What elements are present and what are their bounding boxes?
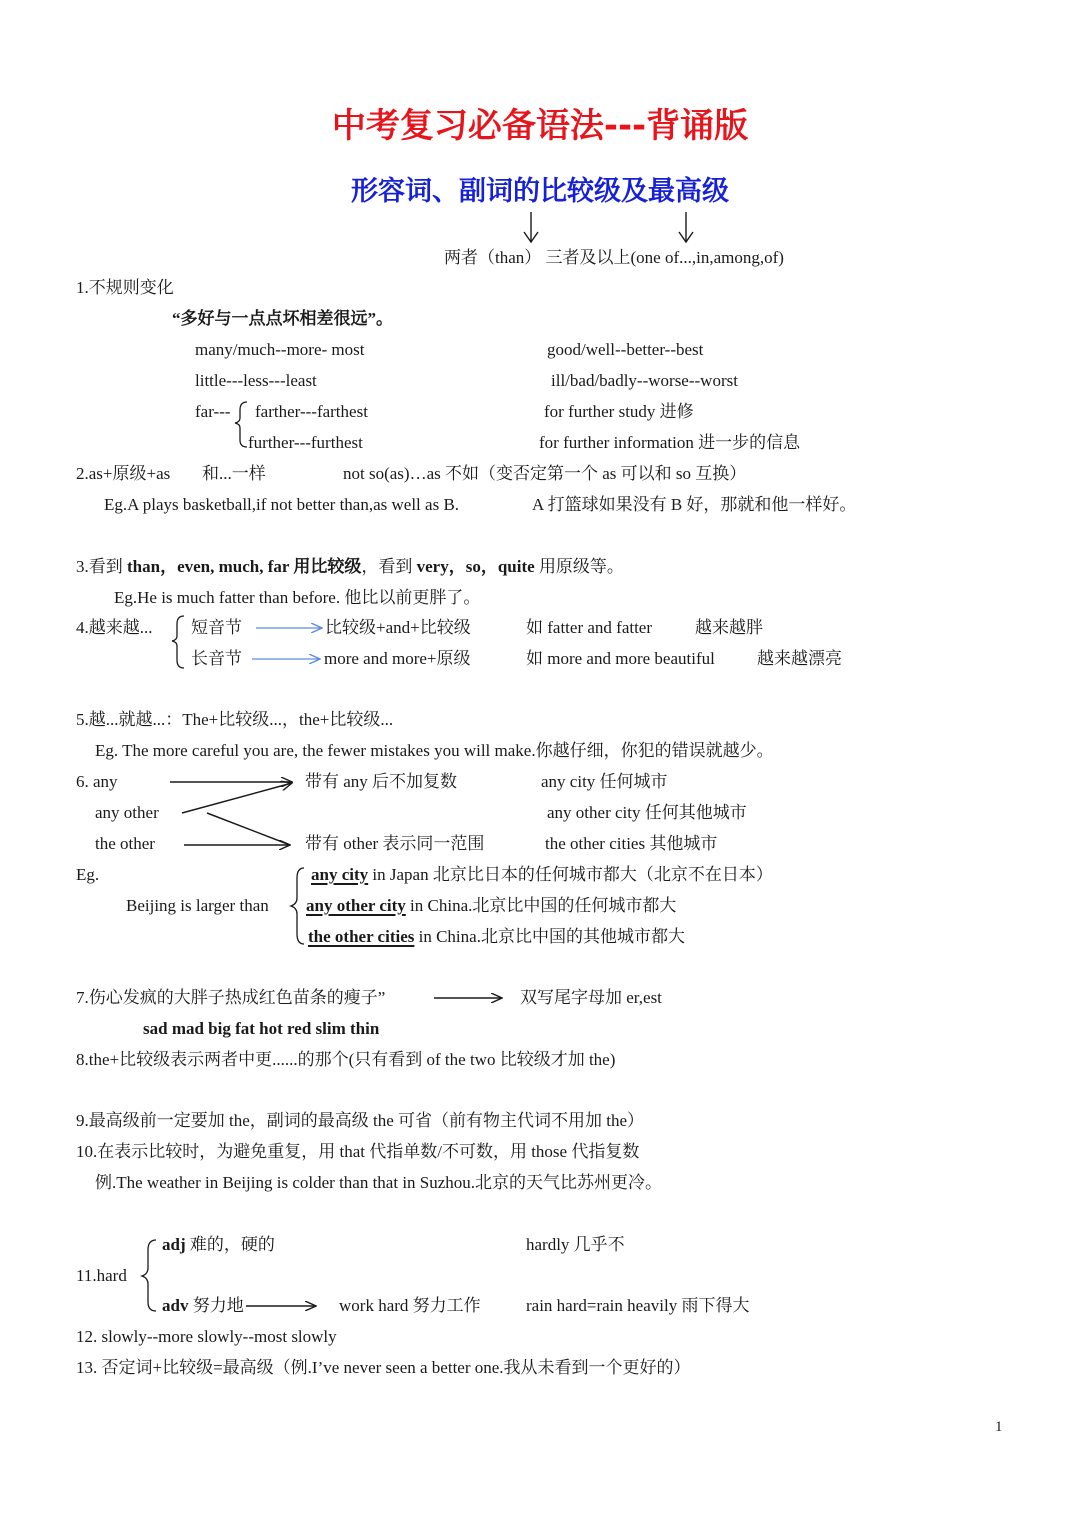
- section-3-example: Eg.He is much fatter than before. 他比以前更胖了。: [114, 588, 481, 607]
- section-6-case-2: any other city in China.北京比中国的任何城市都大: [306, 896, 677, 915]
- section-6-any: 6. any: [76, 772, 118, 791]
- section-7-words: sad mad big fat hot red slim thin: [143, 1019, 380, 1038]
- irregular-ill: ill/bad/badly--worse--worst: [551, 371, 738, 390]
- section-2-meaning: 和...一样: [202, 464, 266, 483]
- irregular-little: little---less---least: [195, 371, 317, 390]
- section-9: 9.最高级前一定要加 the，副词的最高级 the 可省（前有物主代词不用加 the）: [76, 1111, 645, 1130]
- irregular-many: many/much--more- most: [195, 340, 365, 359]
- down-arrow-icon: [679, 212, 693, 242]
- section-6-any-city: any city 任何城市: [541, 772, 668, 791]
- section-6-note-any: 带有 any 后不加复数: [305, 772, 458, 791]
- brace-icon: [172, 616, 184, 668]
- long-syllable-rule: more and more+原级: [324, 649, 471, 668]
- section-6-other-cities: the other cities 其他城市: [545, 834, 718, 853]
- section-5-heading: 5.越...就越...：The+比较级...，the+比较级...: [76, 710, 394, 729]
- brace-icon: [142, 1240, 156, 1311]
- short-syllable: 短音节: [191, 618, 242, 637]
- section-2-example-en: Eg.A plays basketball,if not better than,as well as B.: [104, 495, 460, 514]
- hard-adv: adv 努力地: [162, 1296, 244, 1315]
- section-1-heading: 1.不规则变化: [76, 278, 174, 297]
- section-7-heading: 7.伤心发疯的大胖子热成红色苗条的瘦子”: [76, 988, 386, 1007]
- arrow-icon: [182, 783, 292, 813]
- irregular-further: further---furthest: [248, 433, 363, 452]
- section-6-the-other: the other: [95, 834, 155, 853]
- page-number: 1: [995, 1419, 1003, 1435]
- work-hard: work hard 努力工作: [339, 1296, 481, 1315]
- section-6-case-3: the other cities in China.北京比中国的其他城市都大: [308, 927, 685, 946]
- long-syllable-example: 如 more and more beautiful: [526, 649, 715, 668]
- section-2-example-cn: A 打篮球如果没有 B 好，那就和他一样好。: [532, 495, 857, 514]
- section-10: 10.在表示比较时，为避免重复，用 that 代指单数/不可数，用 those 代指复数: [76, 1142, 640, 1161]
- section-7-rule: 双写尾字母加 er,est: [520, 988, 662, 1007]
- section-6-note-other: 带有 other 表示同一范围: [305, 834, 485, 853]
- short-syllable-rule: 比较级+and+比较级: [325, 618, 471, 637]
- section-6-eg-label: Eg.: [76, 865, 100, 884]
- section-2-not-so: not so(as)…as 不如（变否定第一个 as 可以和 so 互换）: [343, 464, 747, 483]
- brace-icon: [235, 402, 247, 447]
- page-title: 中考复习必备语法---背诵版: [331, 106, 749, 146]
- section-6-lead: Beijing is larger than: [126, 896, 269, 915]
- further-information: for further information 进一步的信息: [539, 433, 801, 452]
- section-10-example: 例.The weather in Beijing is colder than that in Suzhou.北京的天气比苏州更冷。: [95, 1173, 663, 1192]
- section-6-any-other-city: any other city 任何其他城市: [547, 803, 747, 822]
- short-syllable-meaning: 越来越胖: [695, 618, 763, 637]
- long-syllable: 长音节: [191, 649, 242, 668]
- section-6-any-other: any other: [95, 803, 159, 822]
- arrow-icon: [207, 813, 290, 845]
- brace-icon: [291, 868, 304, 944]
- irregular-good: good/well--better--best: [547, 340, 704, 359]
- irregular-far-prefix: far---: [195, 402, 231, 421]
- page-subtitle: 形容词、副词的比较级及最高级: [351, 176, 729, 207]
- section-12: 12. slowly--more slowly--most slowly: [76, 1327, 337, 1346]
- section-8: 8.the+比较级表示两者中更......的那个(只有看到 of the two 比较级才加 the): [76, 1050, 616, 1069]
- irregular-farther: farther---farthest: [255, 402, 368, 421]
- section-4-heading: 4.越来越...: [76, 618, 153, 637]
- header-note: 两者（than） 三者及以上(one of...,in,among,of): [444, 248, 784, 267]
- hardly: hardly 几乎不: [526, 1235, 625, 1254]
- section-13: 13. 否定词+比较级=最高级（例.I’ve never seen a better one.我从未看到一个更好的）: [76, 1358, 691, 1377]
- hard-adj: adj 难的，硬的: [162, 1235, 275, 1254]
- section-2-heading: 2.as+原级+as: [76, 464, 171, 483]
- rain-hard: rain hard=rain heavily 雨下得大: [526, 1296, 750, 1315]
- short-syllable-example: 如 fatter and fatter: [526, 618, 653, 637]
- section-5-example: Eg. The more careful you are, the fewer mistakes you will make.你越仔细，你犯的错误就越少。: [95, 741, 774, 760]
- section-11-heading: 11.hard: [76, 1266, 127, 1285]
- mnemonic: “多好与一点点坏相差很远”。: [172, 309, 393, 328]
- long-syllable-meaning: 越来越漂亮: [757, 649, 842, 668]
- down-arrow-icon: [524, 212, 538, 242]
- section-6-case-1: any city in Japan 北京比日本的任何城市都大（北京不在日本）: [311, 865, 773, 884]
- further-study: for further study 进修: [544, 402, 694, 421]
- section-3-rule: 3.看到 than，even, much, far 用比较级，看到 very，so，quite 用原级等。: [76, 557, 624, 576]
